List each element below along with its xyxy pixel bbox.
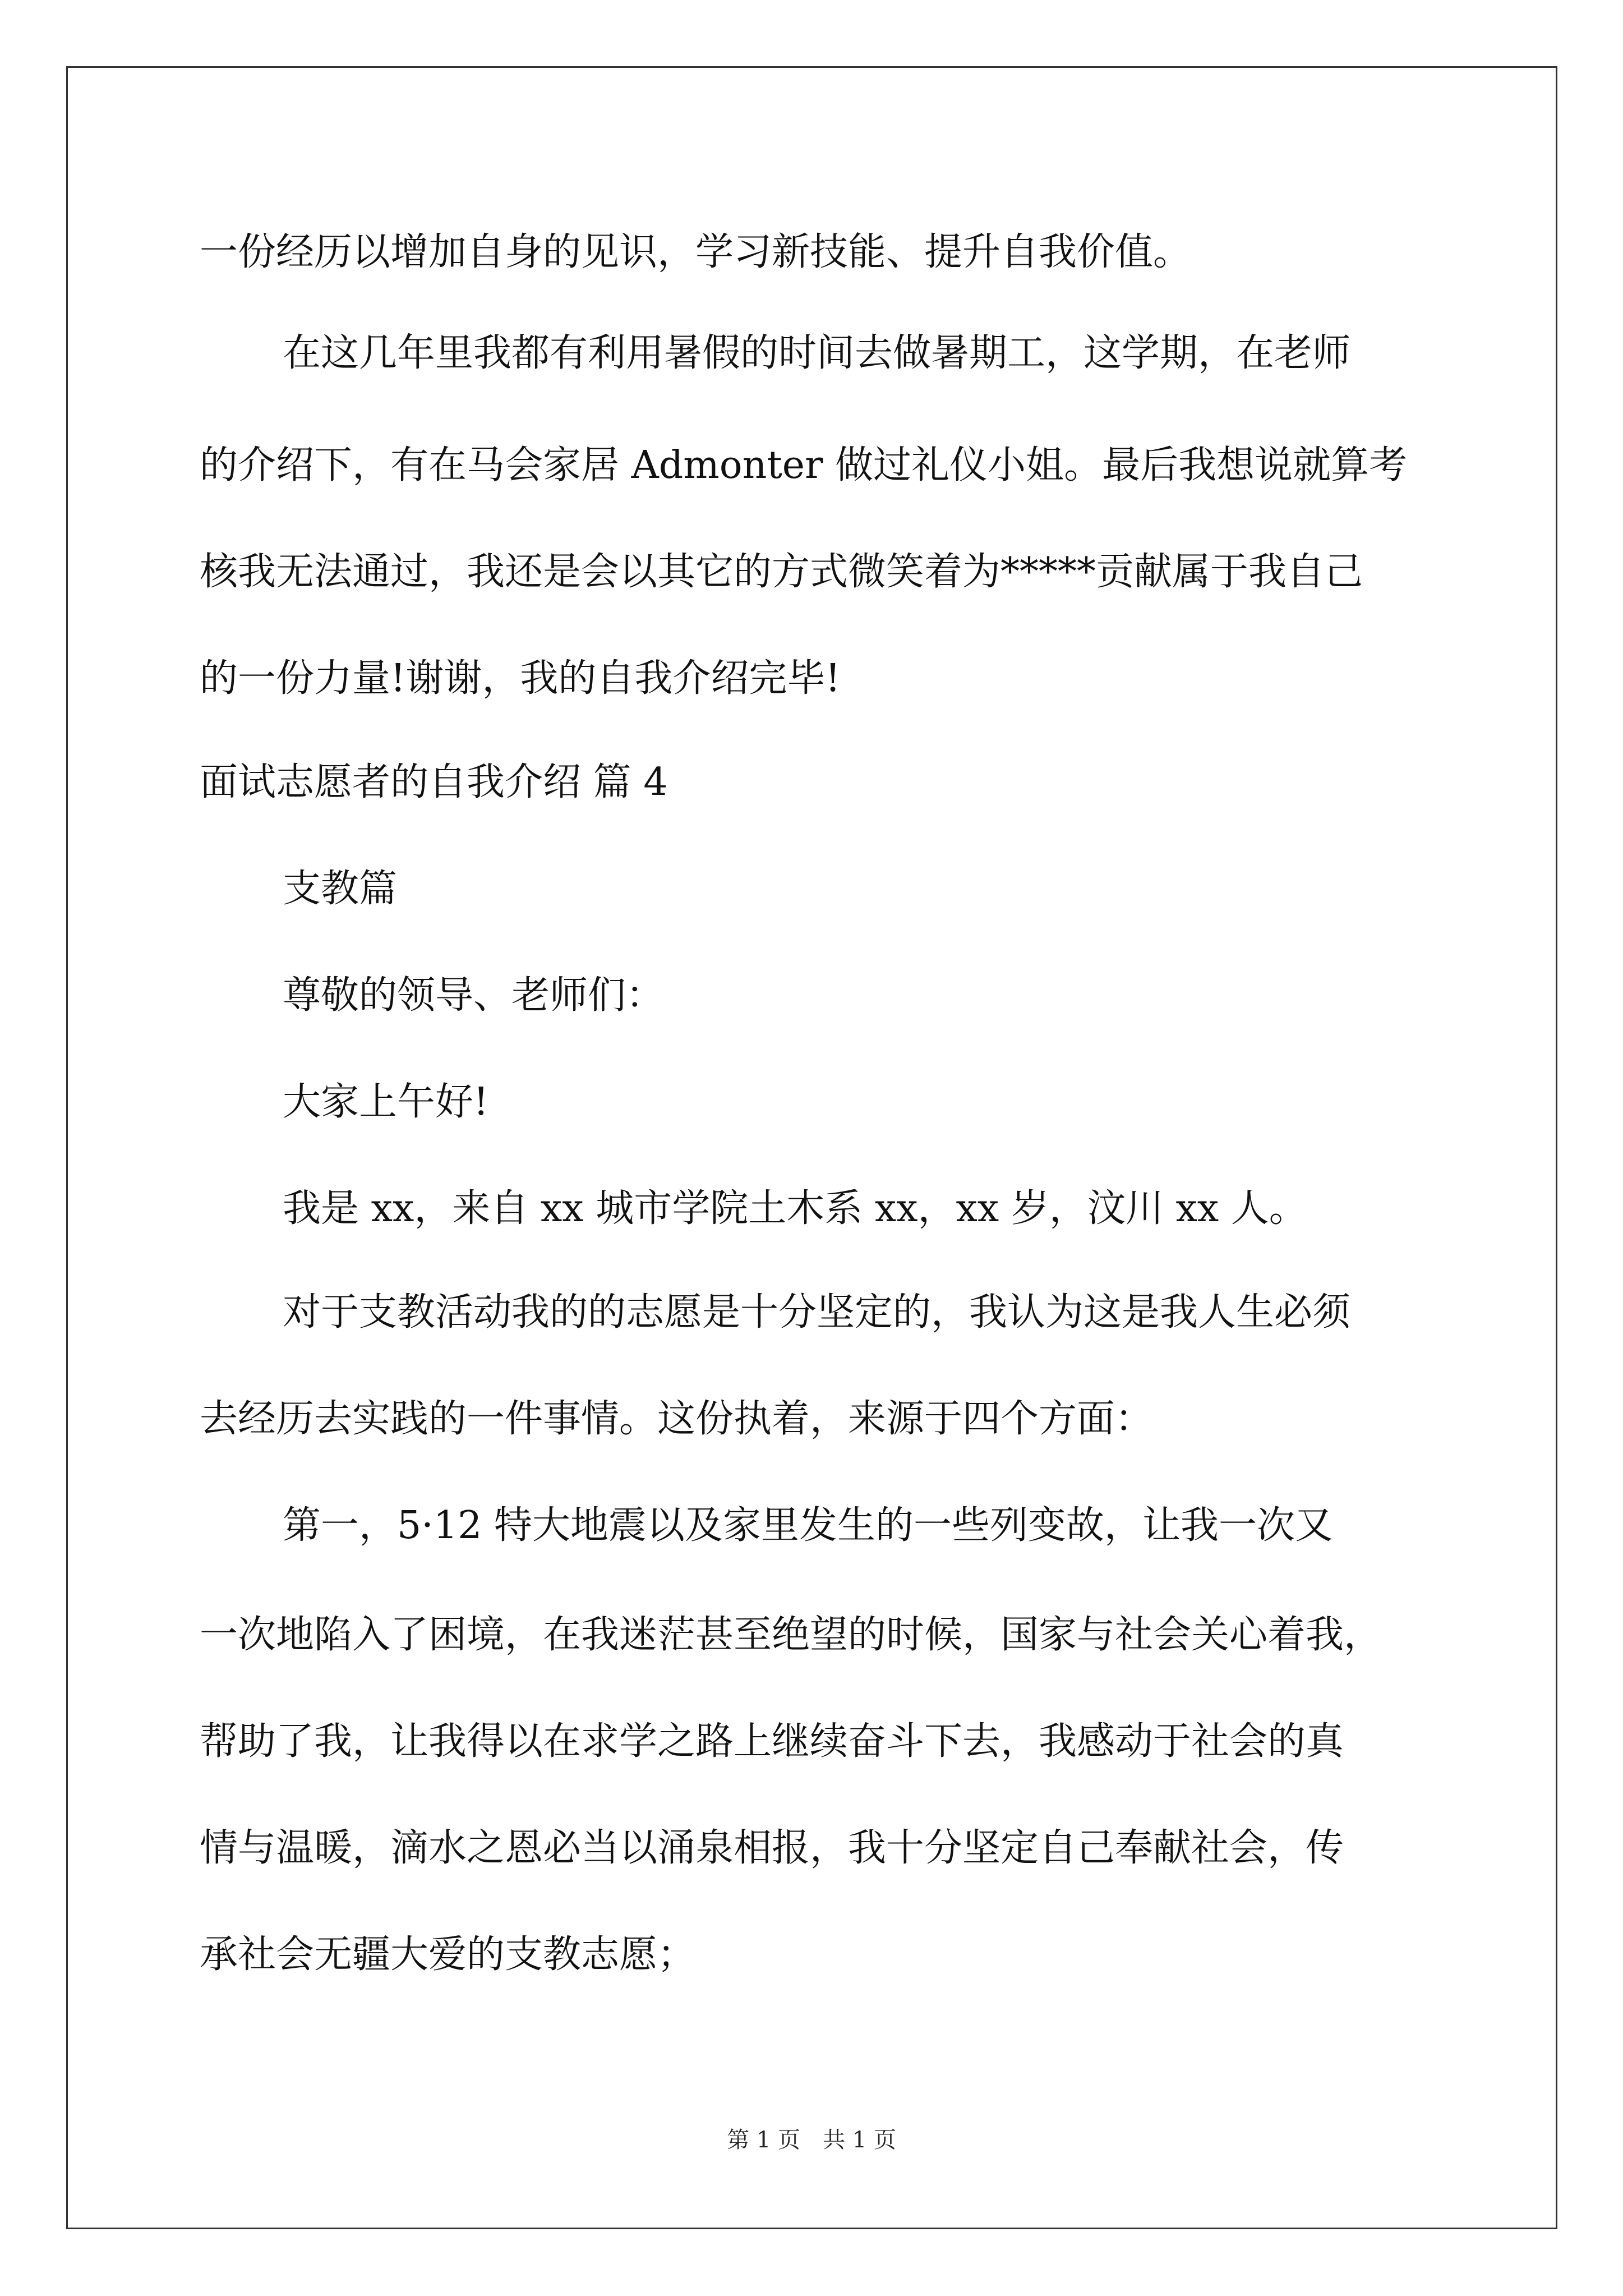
paragraph-line-13: 第一，5·12 特大地震以及家里发生的一些列变故，让我一次又 — [283, 1503, 1334, 1548]
paragraph-line-17: 承社会无疆大爱的支教志愿； — [200, 1932, 696, 1977]
page-number-footer: 第 1 页 共 1 页 — [727, 2127, 896, 2153]
paragraph-line-12: 去经历去实践的一件事情。这份执着，来源于四个方面： — [200, 1397, 1154, 1441]
paragraph-line-1: 一份经历以增加自身的见识，学习新技能、提升自我价值。 — [200, 230, 1192, 274]
paragraph-line-11: 对于支教活动我的的志愿是十分坚定的，我认为这是我人生必须 — [283, 1290, 1351, 1335]
paragraph-line-3: 的介绍下，有在马会家居 Admonter 做过礼仪小姐。最后我想说就算考 — [200, 443, 1408, 487]
page-border — [66, 66, 1557, 2229]
paragraph-line-14: 一次地陷入了困境，在我迷茫甚至绝望的时候，国家与社会关心着我， — [200, 1613, 1382, 1657]
paragraph-line-10: 我是 xx，来自 xx 城市学院土木系 xx，xx 岁，汶川 xx 人。 — [283, 1186, 1307, 1231]
paragraph-line-4: 核我无法通过，我还是会以其它的方式微笑着为*****贡献属于我自己 — [200, 550, 1363, 594]
subheading: 支教篇 — [283, 867, 398, 911]
paragraph-line-16: 情与温暖，滴水之恩必当以涌泉相报，我十分坚定自己奉献社会，传 — [200, 1826, 1344, 1870]
section-heading: 面试志愿者的自我介绍 篇 4 — [200, 760, 668, 804]
paragraph-line-15: 帮助了我，让我得以在求学之路上继续奋斗下去，我感动于社会的真 — [200, 1719, 1344, 1764]
greeting: 大家上午好! — [283, 1080, 489, 1124]
salutation: 尊敬的领导、老师们： — [283, 973, 665, 1018]
paragraph-line-2: 在这几年里我都有利用暑假的时间去做暑期工，这学期，在老师 — [283, 331, 1351, 375]
paragraph-line-5: 的一份力量!谢谢，我的自我介绍完毕! — [200, 656, 841, 701]
